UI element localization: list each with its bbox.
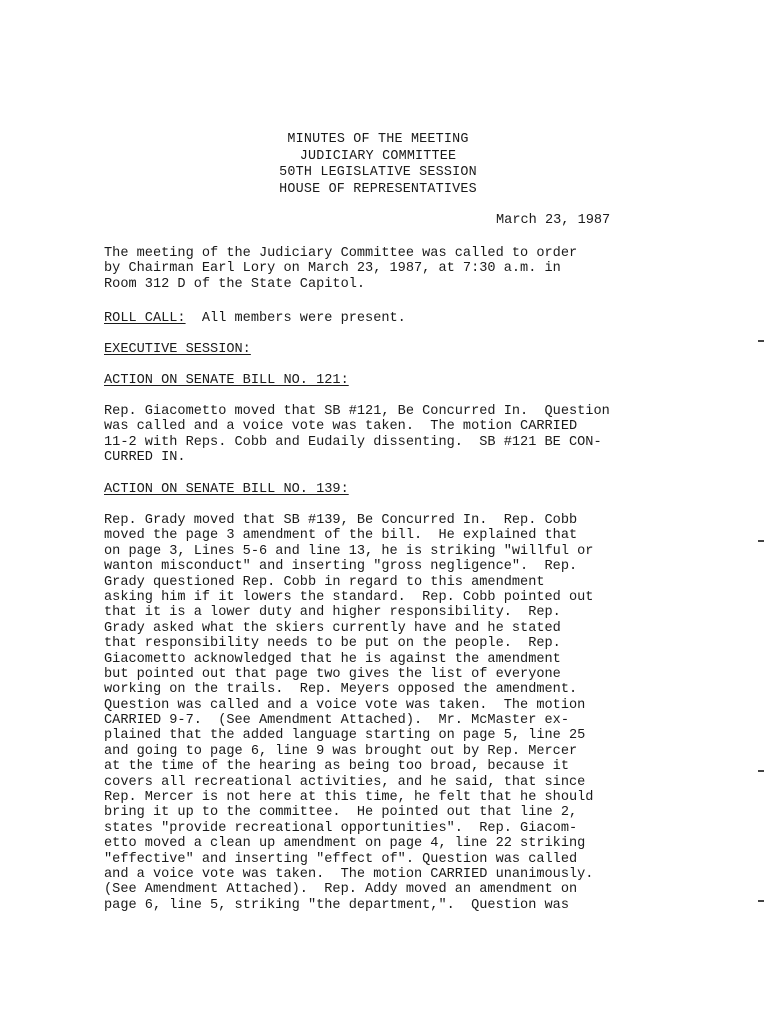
paragraph-line: 11-2 with Reps. Cobb and Eudaily dissenting. SB #121 BE CON- bbox=[104, 434, 602, 450]
paragraph-line: that it is a lower duty and higher responsibility. Rep. bbox=[104, 605, 561, 621]
paragraph-line: asking him if it lowers the standard. Rep. Cobb pointed out bbox=[104, 589, 594, 605]
heading-line: HOUSE OF REPRESENTATIVES bbox=[279, 181, 477, 197]
roll-call-text: All members were present. bbox=[185, 311, 406, 326]
paragraph-line: and going to page 6, line 9 was brought out by Rep. Mercer bbox=[104, 743, 578, 759]
paragraph-line: plained that the added language starting on page 5, line 25 bbox=[104, 728, 586, 744]
paragraph-line: bring it up to the committee. He pointed out that line 2, bbox=[104, 805, 578, 821]
paragraph-line: CARRIED 9-7. (See Amendment Attached). Mr. McMaster ex- bbox=[104, 713, 569, 729]
paragraph-line: covers all recreational activities, and he said, that since bbox=[104, 774, 586, 790]
scan-margin-mark bbox=[758, 340, 764, 342]
heading-line: 50TH LEGISLATIVE SESSION bbox=[279, 165, 477, 180]
minutes-heading bbox=[200, 132, 556, 198]
scan-margin-mark bbox=[758, 540, 764, 542]
paragraph-line: CURRED IN. bbox=[104, 450, 186, 466]
paragraph-line: (See Amendment Attached). Rep. Addy moved an amendment on bbox=[104, 882, 578, 898]
paragraph-line: The meeting of the Judiciary Committee was called to order bbox=[104, 246, 578, 261]
heading-line: MINUTES OF THE MEETING bbox=[287, 132, 469, 147]
paragraph-line: Grady questioned Rep. Cobb in regard to this amendment bbox=[104, 574, 545, 590]
scan-margin-mark bbox=[758, 770, 764, 772]
roll-call bbox=[104, 311, 406, 326]
paragraph-line: Question was called and a voice vote was taken. The motion bbox=[104, 697, 586, 713]
paragraph-line: at the time of the hearing as being too broad, because it bbox=[104, 759, 569, 775]
paragraph-line: moved the page 3 amendment of the bill. He explained that bbox=[104, 528, 578, 544]
paragraph-line: page 6, line 5, striking "the department,". Question was bbox=[104, 897, 569, 913]
paragraph-line: that responsibility needs to be put on the people. Rep. bbox=[104, 636, 561, 652]
paragraph-line: was called and a voice vote was taken. The motion CARRIED bbox=[104, 419, 578, 435]
paragraph-line: states "provide recreational opportunities". Rep. Giacom- bbox=[104, 820, 578, 836]
paragraph-line: wanton misconduct" and inserting "gross negligence". Rep. bbox=[104, 559, 578, 575]
paragraph-line: but pointed out that page two gives the list of everyone bbox=[104, 666, 561, 682]
sb121-heading bbox=[104, 373, 349, 388]
paragraph-line: Rep. Grady moved that SB #139, Be Concurred In. Rep. Cobb bbox=[104, 513, 578, 528]
paragraph-line: Rep. Mercer is not here at this time, he felt that he should bbox=[104, 790, 594, 806]
sb139-heading bbox=[104, 482, 349, 497]
paragraph-line: working on the trails. Rep. Meyers opposed the amendment. bbox=[104, 682, 578, 698]
paragraph-line: Room 312 D of the State Capitol. bbox=[104, 276, 366, 292]
executive-session-label: EXECUTIVE SESSION: bbox=[104, 342, 251, 357]
sb139-heading-text: ACTION ON SENATE BILL NO. 139: bbox=[104, 482, 349, 497]
scan-margin-mark bbox=[758, 900, 764, 902]
paragraph-line: Giacometto acknowledged that he is against the amendment bbox=[104, 651, 561, 667]
paragraph-line: and a voice vote was taken. The motion CARRIED unanimously. bbox=[104, 866, 594, 882]
opening-paragraph bbox=[104, 246, 694, 292]
paragraph-line: by Chairman Earl Lory on March 23, 1987, at 7:30 a.m. in bbox=[104, 261, 561, 277]
meeting-date: March 23, 1987 bbox=[496, 213, 611, 228]
sb139-paragraph bbox=[104, 513, 694, 913]
paragraph-line: on page 3, Lines 5-6 and line 13, he is striking "willful or bbox=[104, 543, 594, 559]
paragraph-line: "effective" and inserting "effect of". Question was called bbox=[104, 851, 578, 867]
paragraph-line: etto moved a clean up amendment on page 4, line 22 striking bbox=[104, 836, 586, 852]
sb121-paragraph bbox=[104, 404, 694, 466]
roll-call-label: ROLL CALL: bbox=[104, 311, 186, 326]
paragraph-line: Rep. Giacometto moved that SB #121, Be Concurred In. Question bbox=[104, 404, 610, 419]
paragraph-line: Grady asked what the skiers currently have and he stated bbox=[104, 620, 561, 636]
executive-session-heading bbox=[104, 342, 251, 357]
sb121-heading-text: ACTION ON SENATE BILL NO. 121: bbox=[104, 373, 349, 388]
heading-line: JUDICIARY COMMITTEE bbox=[299, 148, 457, 164]
